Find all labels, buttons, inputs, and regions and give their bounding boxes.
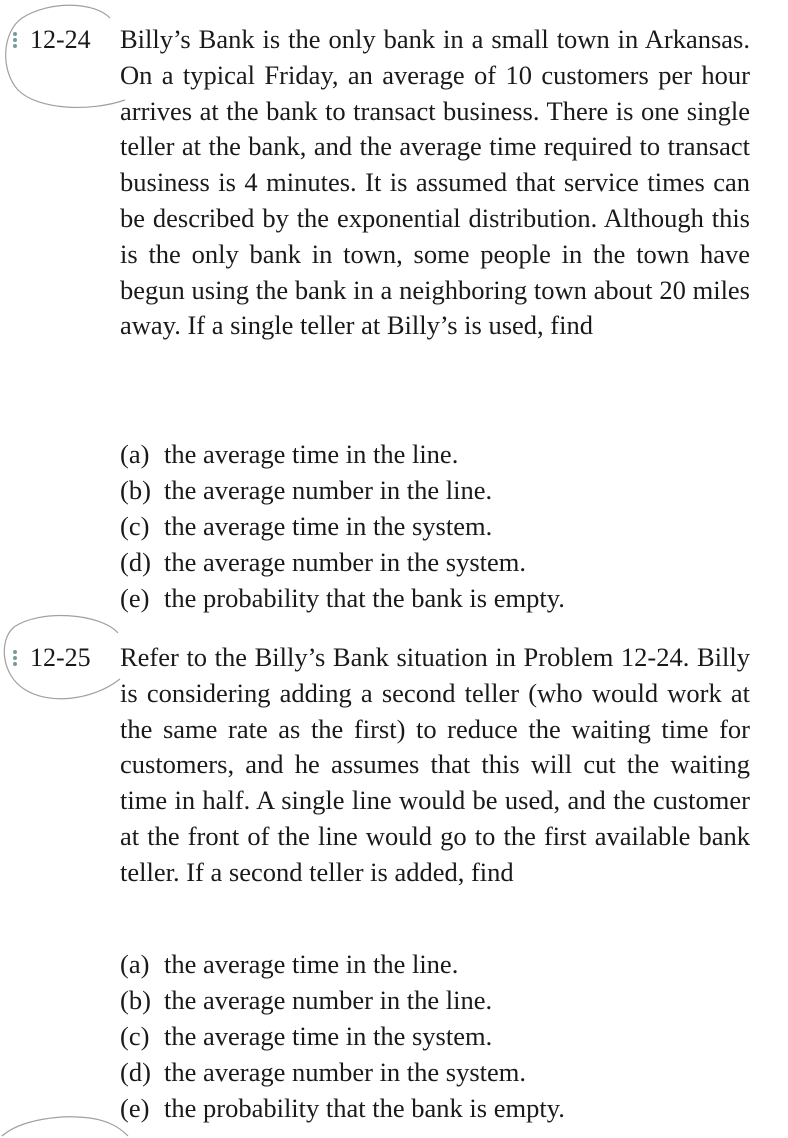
part-text: the average number in the line.: [164, 475, 493, 505]
part-text: the average number in the system.: [164, 1057, 527, 1087]
pencil-circle-mark-1: [0, 0, 140, 120]
part-label: (c): [120, 511, 150, 541]
problem-marker-icon: [13, 32, 19, 50]
list-item: [120, 472, 750, 508]
part-label: (b): [120, 475, 151, 505]
part-text: the probability that the bank is empty.: [164, 583, 565, 613]
part-label: (c): [120, 1021, 150, 1051]
part-text: the average time in the system.: [164, 1021, 493, 1051]
list-item: [120, 1090, 750, 1126]
pencil-circle-mark-3: [0, 1108, 140, 1138]
part-label: (e): [120, 1093, 150, 1123]
part-text: the probability that the bank is empty.: [164, 1093, 565, 1123]
part-label: (e): [120, 583, 150, 613]
part-label: (b): [120, 985, 151, 1015]
list-item: [120, 946, 750, 982]
list-item: [120, 544, 750, 580]
list-item: [120, 508, 750, 544]
part-label: (a): [120, 949, 150, 979]
part-label: (d): [120, 1057, 151, 1087]
problem-number: 12-25: [30, 643, 91, 672]
problem-parts-list: [120, 436, 750, 616]
problem-parts-list: [120, 946, 750, 1126]
problem-number: 12-24: [30, 25, 91, 54]
part-label: (d): [120, 547, 151, 577]
list-item: [120, 1054, 750, 1090]
list-item: [120, 436, 750, 472]
part-text: the average time in the line.: [164, 439, 459, 469]
problem-marker-icon: [13, 650, 19, 668]
problem-text: Billy’s Bank is the only bank in a small town in Arkansas. On a typical Friday, an average of 10 customers per hour arrives at the bank to transact business. There is one single teller at the bank, and the average time required to transact business is 4 minutes. It is assumed that service times can be described by the exponential distribution. Although this is the only bank in town, some people in the town have begun using the bank in a neighboring town about 20 miles away. If a single teller at Billy’s is used, find: [120, 24, 750, 341]
part-text: the average time in the line.: [164, 949, 459, 979]
list-item: [120, 580, 750, 616]
part-text: the average time in the system.: [164, 511, 493, 541]
list-item: [120, 1018, 750, 1054]
part-text: the average number in the system.: [164, 547, 527, 577]
problem-text: Refer to the Billy’s Bank situation in Problem 12-24. Billy is considering adding a second teller (who would work at the same rate as the first) to reduce the waiting time for customers, and he assumes that this will cut the waiting time in half. A single line would be used, and the customer at the front of the line would go to the first available bank teller. If a second teller is added, find: [120, 642, 750, 887]
part-label: (a): [120, 439, 150, 469]
part-text: the average number in the line.: [164, 985, 493, 1015]
list-item: [120, 982, 750, 1018]
